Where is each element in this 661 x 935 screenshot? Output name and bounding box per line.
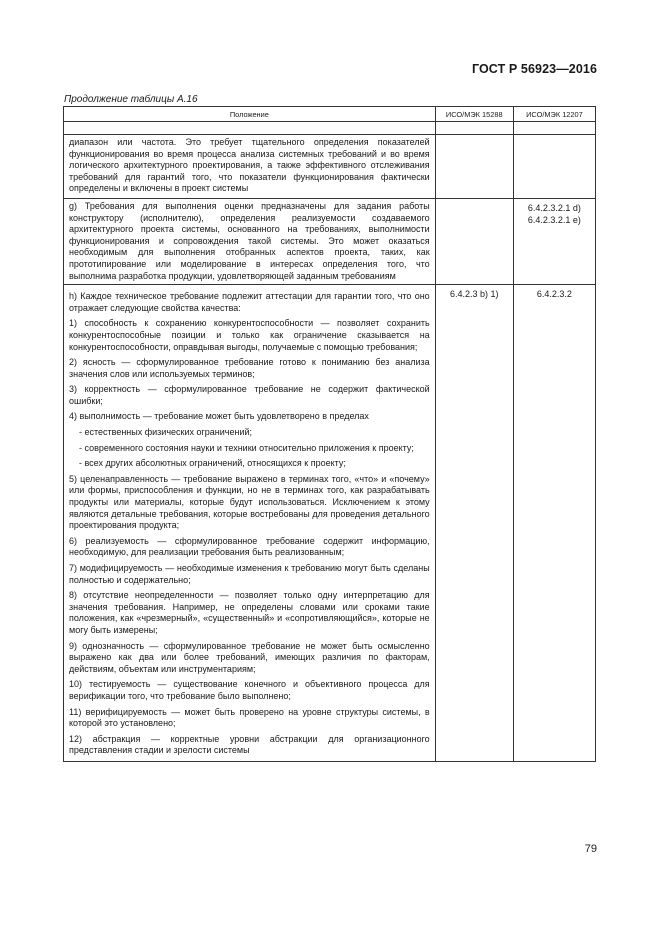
iso12207-cell <box>513 135 595 199</box>
table-row <box>64 135 596 199</box>
quality-property: 2) ясность — сформулированное требование готово к пониманию без анализа значения слов или используемых терминов; <box>69 357 430 379</box>
standard-code: ГОСТ Р 56923—2016 <box>471 62 597 76</box>
iso15288-cell <box>435 198 513 284</box>
iso15288-cell <box>435 135 513 199</box>
iso12207-cell <box>513 198 595 284</box>
quality-subitem: - современного состояния науки и техники относительно приложения к проекту; <box>79 442 414 453</box>
quality-property: 8) отсутствие неопределенности — позволяет только одну интерпретацию для значения требования. Например, не определены словами или сроками такие положения, как «чрезмерный», «существенный» и «сопротивляющийся», которые не могу быть измерены; <box>69 590 430 635</box>
provision-cell: диапазон или частота. Это требует тщательного определения показателей функционирования во время процесса анализа системных требований и во время логического архитектурного проектирования, а также эффективного отслеживания требований для гарантий того, что показатели функционирования фактически определены и включены в проект системы <box>64 135 436 199</box>
quality-property: 10) тестируемость — существование конечного и объективного процесса для верификации того, что требование было выполнено; <box>69 679 430 701</box>
requirement-intro: h) Каждое техническое требование подлежит аттестации для гарантии того, что оно отражает следующие свойства качества: <box>69 291 430 313</box>
column-header-iso12207: ИСО/МЭК 12207 <box>513 107 595 122</box>
column-header-provision: Положение <box>64 107 436 122</box>
quality-subitem: - всех других абсолютных ограничений, относящихся к проекту; <box>79 458 346 469</box>
column-header-iso15288: ИСО/МЭК 15288 <box>435 107 513 122</box>
quality-property: 7) модифицируемость — необходимые изменения к требованию могут быть сделаны полностью и содержательно; <box>69 563 430 585</box>
requirements-table <box>63 106 596 762</box>
quality-property: 3) корректность — сформулированное требование не содержит фактической ошибки; <box>69 384 430 406</box>
iso12207-cell: 6.4.2.3.2 <box>513 285 595 762</box>
quality-property: 12) абстракция — корректные уровни абстракции для организационного представления стадии и зрелости системы <box>69 733 430 756</box>
iso12207-ref: 6.4.2.3.2.1 d) <box>527 202 581 213</box>
table-row <box>64 285 596 762</box>
quality-property: 9) однозначность — сформулированное требование не может быть осмысленно выражено как два или более требований, имеющих различия по факторам, действиям, объектам или инструментариям; <box>69 640 430 674</box>
provision-cell <box>64 285 436 762</box>
quality-property: 1) способность к сохранению конкурентоспособности — позволяет сохранить конкурентоспособные позиции и только как ограничение сказывается на конкурентоспособности, оправдывая выгоды, получаемые с помощью требования; <box>69 318 430 352</box>
quality-property: 6) реализуемость — сформулированное требование содержит информацию, необходимую, для реализации требования быть реализованным; <box>69 535 430 558</box>
quality-subitem: - естественных физических ограничений; <box>79 427 253 438</box>
table-row-spacer <box>64 122 596 135</box>
quality-property: 5) целенаправленность — требование выражено в терминах того, «что» и «почему» или формы, приспособления и функции, но не в терминах того, как разрабатывать продукты или материалы, которые будут использоваться. Исключением к этому являются детальные требования, которые востребованы для проведения детального проектирования продукта; <box>69 473 430 531</box>
table-row <box>64 198 596 284</box>
iso15288-cell: 6.4.2.3 b) 1) <box>435 285 513 762</box>
iso12207-ref: 6.4.2.3.2.1 e) <box>527 214 581 225</box>
table-caption: Продолжение таблицы А.16 <box>64 94 198 105</box>
page-number: 79 <box>584 843 597 855</box>
provision-cell: g) Требования для выполнения оценки предназначены для задания работы конструктору (исполнителю), определения реализуемости создаваемого архитектурного проекта системы, основанного на требованиях, выполнимости функционирования и сопровождения такой системы. Это может оказаться необходимым для выполнения отобранных аспектов проекта, таких, как прототипирование или моделирование в интересах определения того, что выполнима разработка продукции, удовлетворяющей заданным требованиям <box>64 198 436 284</box>
quality-property: 11) верифицируемость — может быть проверено на уровне структуры системы, в которой это установлено; <box>69 706 430 729</box>
table-header-row <box>64 107 596 122</box>
quality-property: 4) выполнимость — требование может быть удовлетворено в пределах <box>69 411 369 422</box>
